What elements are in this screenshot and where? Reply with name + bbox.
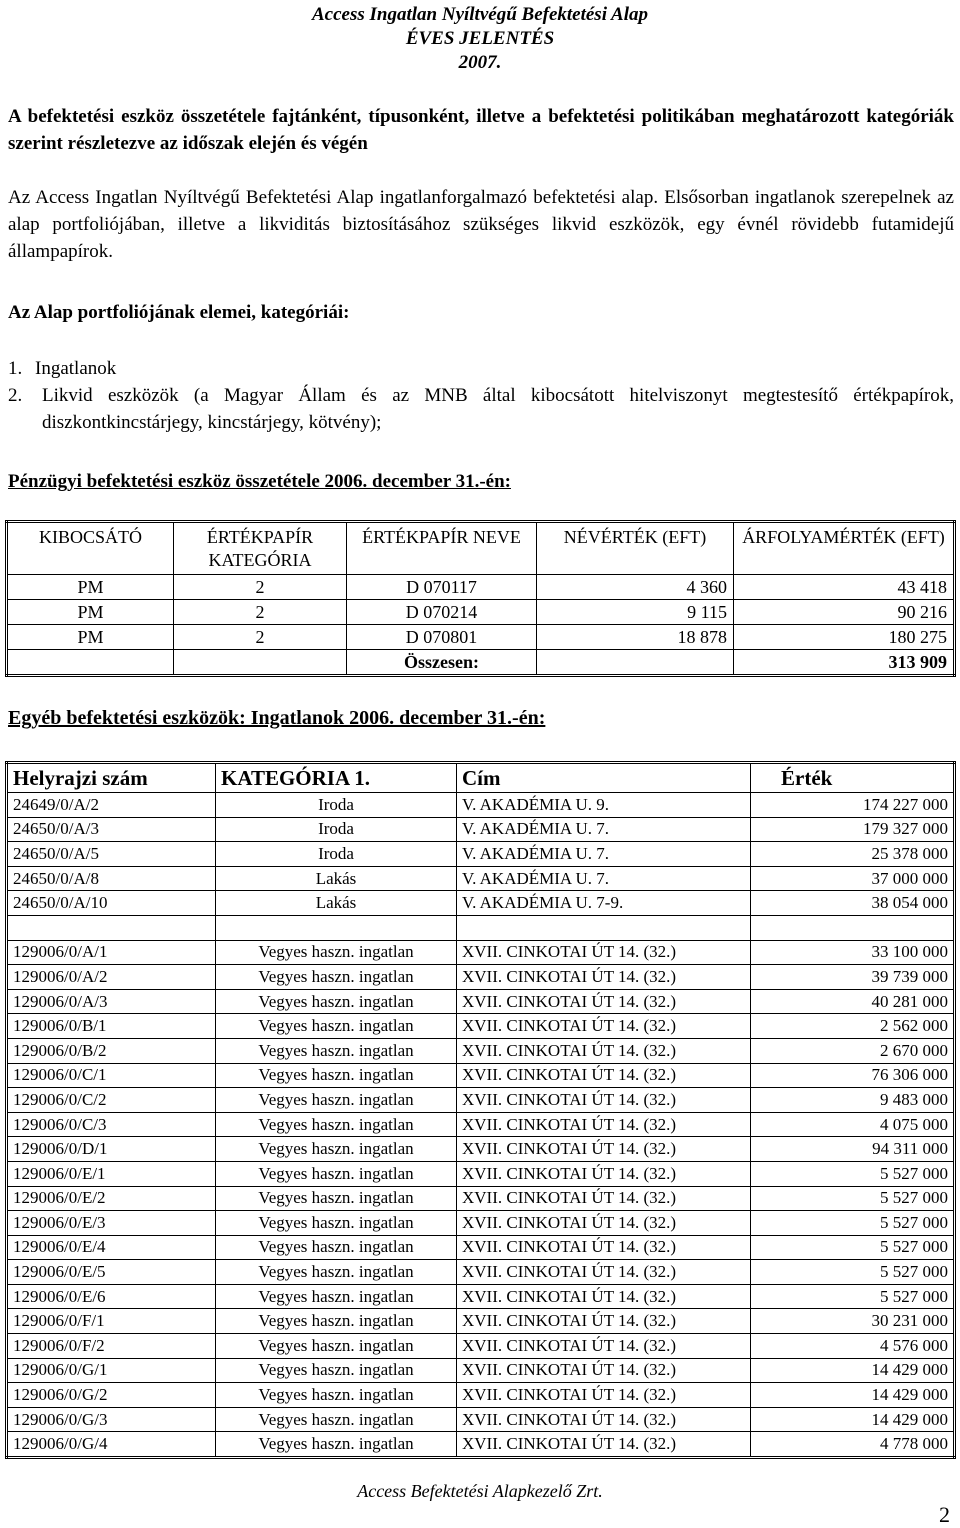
value-cell: 14 429 000 bbox=[751, 1407, 955, 1432]
header-cell: ÉRTÉKPAPÍR NEVE bbox=[347, 522, 537, 575]
category-cell: Vegyes haszn. ingatlan bbox=[216, 965, 457, 990]
table-header-row bbox=[7, 763, 955, 793]
header-fund-name: Access Ingatlan Nyíltvégű Befektetési Alap bbox=[312, 4, 648, 25]
value-cell: 4 778 000 bbox=[751, 1432, 955, 1458]
name-cell: D 070117 bbox=[347, 575, 537, 600]
total-value: 313 909 bbox=[734, 650, 955, 676]
table-row bbox=[7, 1334, 955, 1359]
list-text: Likvid eszközök (a Magyar Állam és az MNB által kibocsátott hitelviszonyt megtestesítő értékpapírok, diszkontkincstárjegy, kincstárjegy, kötvény); bbox=[42, 385, 954, 433]
header-cell: ÁRFOLYAMÉRTÉK (EFT) bbox=[734, 522, 955, 575]
address-cell: XVII. CINKOTAI ÚT 14. (32.) bbox=[457, 1432, 751, 1458]
lot-number-cell: 129006/0/C/3 bbox=[7, 1112, 216, 1137]
table-row bbox=[7, 1038, 955, 1063]
lot-number-cell: 129006/0/E/5 bbox=[7, 1260, 216, 1285]
category-cell: Vegyes haszn. ingatlan bbox=[216, 1137, 457, 1162]
category-cell: Iroda bbox=[216, 817, 457, 842]
address-cell: XVII. CINKOTAI ÚT 14. (32.) bbox=[457, 1014, 751, 1039]
table-row bbox=[7, 1383, 955, 1408]
category-cell: 2 bbox=[174, 575, 347, 600]
issuer-cell: PM bbox=[7, 600, 174, 625]
table-row bbox=[7, 1309, 955, 1334]
value-cell: 5 527 000 bbox=[751, 1211, 955, 1236]
category-cell: Lakás bbox=[216, 866, 457, 891]
table-header-row bbox=[7, 522, 955, 575]
address-cell: XVII. CINKOTAI ÚT 14. (32.) bbox=[457, 1309, 751, 1334]
lot-number-cell: 129006/0/E/4 bbox=[7, 1235, 216, 1260]
table-row bbox=[7, 625, 955, 650]
empty-cell bbox=[7, 915, 216, 940]
category-cell: Iroda bbox=[216, 793, 457, 818]
spacer-row bbox=[7, 915, 955, 940]
address-cell: XVII. CINKOTAI ÚT 14. (32.) bbox=[457, 1260, 751, 1285]
page-number: 2 bbox=[939, 1502, 950, 1527]
category-cell: Vegyes haszn. ingatlan bbox=[216, 1235, 457, 1260]
header-report-title: ÉVES JELENTÉS bbox=[405, 28, 555, 49]
table-row bbox=[7, 1407, 955, 1432]
lot-number-cell: 24649/0/A/2 bbox=[7, 793, 216, 818]
face-value-cell: 9 115 bbox=[537, 600, 734, 625]
table-row bbox=[7, 1063, 955, 1088]
category-cell: Iroda bbox=[216, 842, 457, 867]
total-label: Összesen: bbox=[347, 650, 537, 676]
lot-number-cell: 24650/0/A/8 bbox=[7, 866, 216, 891]
address-cell: XVII. CINKOTAI ÚT 14. (32.) bbox=[457, 1063, 751, 1088]
category-cell: Vegyes haszn. ingatlan bbox=[216, 1112, 457, 1137]
address-cell: XVII. CINKOTAI ÚT 14. (32.) bbox=[457, 1112, 751, 1137]
table-row bbox=[7, 1014, 955, 1039]
list-number: 2. bbox=[8, 385, 23, 406]
value-cell: 76 306 000 bbox=[751, 1063, 955, 1088]
face-value-cell: 18 878 bbox=[537, 625, 734, 650]
category-cell: Vegyes haszn. ingatlan bbox=[216, 1284, 457, 1309]
lot-number-cell: 129006/0/C/2 bbox=[7, 1088, 216, 1113]
table-row bbox=[7, 1235, 955, 1260]
address-cell: XVII. CINKOTAI ÚT 14. (32.) bbox=[457, 1235, 751, 1260]
address-cell: XVII. CINKOTAI ÚT 14. (32.) bbox=[457, 1088, 751, 1113]
lot-number-cell: 129006/0/E/3 bbox=[7, 1211, 216, 1236]
address-cell: XVII. CINKOTAI ÚT 14. (32.) bbox=[457, 1186, 751, 1211]
header-cell: KIBOCSÁTÓ bbox=[7, 522, 174, 575]
address-cell: XVII. CINKOTAI ÚT 14. (32.) bbox=[457, 1038, 751, 1063]
category-cell: Vegyes haszn. ingatlan bbox=[216, 1088, 457, 1113]
category-cell: Vegyes haszn. ingatlan bbox=[216, 940, 457, 965]
table-row bbox=[7, 1112, 955, 1137]
address-cell: XVII. CINKOTAI ÚT 14. (32.) bbox=[457, 1334, 751, 1359]
value-cell: 4 576 000 bbox=[751, 1334, 955, 1359]
lot-number-cell: 129006/0/E/6 bbox=[7, 1284, 216, 1309]
header-cell: KATEGÓRIA 1. bbox=[216, 763, 457, 793]
empty-cell bbox=[7, 650, 174, 676]
category-cell: Vegyes haszn. ingatlan bbox=[216, 1186, 457, 1211]
address-cell: XVII. CINKOTAI ÚT 14. (32.) bbox=[457, 1284, 751, 1309]
table-row bbox=[7, 866, 955, 891]
address-cell: V. AKADÉMIA U. 9. bbox=[457, 793, 751, 818]
financial-heading: Pénzügyi befektetési eszköz összetétele 2006. december 31.-én: bbox=[8, 471, 511, 492]
category-cell: Vegyes haszn. ingatlan bbox=[216, 1211, 457, 1236]
table-row bbox=[7, 575, 955, 600]
name-cell: D 070801 bbox=[347, 625, 537, 650]
issuer-cell: PM bbox=[7, 625, 174, 650]
table-row bbox=[7, 842, 955, 867]
value-cell: 14 429 000 bbox=[751, 1358, 955, 1383]
table-row bbox=[7, 1284, 955, 1309]
category-cell: Vegyes haszn. ingatlan bbox=[216, 1309, 457, 1334]
category-cell: Vegyes haszn. ingatlan bbox=[216, 1161, 457, 1186]
list-item bbox=[8, 382, 954, 436]
empty-cell bbox=[537, 650, 734, 676]
address-cell: XVII. CINKOTAI ÚT 14. (32.) bbox=[457, 989, 751, 1014]
value-cell: 5 527 000 bbox=[751, 1161, 955, 1186]
market-value-cell: 43 418 bbox=[734, 575, 955, 600]
lot-number-cell: 129006/0/B/1 bbox=[7, 1014, 216, 1039]
face-value-cell: 4 360 bbox=[537, 575, 734, 600]
other-assets-heading: Egyéb befektetési eszközök: Ingatlanok 2006. december 31.-én: bbox=[8, 707, 546, 729]
list-text: Ingatlanok bbox=[35, 358, 117, 379]
header-cell: NÉVÉRTÉK (EFT) bbox=[537, 522, 734, 575]
lot-number-cell: 129006/0/A/1 bbox=[7, 940, 216, 965]
category-cell: Vegyes haszn. ingatlan bbox=[216, 1260, 457, 1285]
section-title: A befektetési eszköz összetétele fajtánként, típusonként, illetve a befektetési politikában meghatározott kategóriák szerint részletezve az időszak elején és végén bbox=[8, 106, 954, 154]
category-cell: 2 bbox=[174, 625, 347, 650]
value-cell: 39 739 000 bbox=[751, 965, 955, 990]
address-cell: XVII. CINKOTAI ÚT 14. (32.) bbox=[457, 1358, 751, 1383]
lot-number-cell: 24650/0/A/5 bbox=[7, 842, 216, 867]
lot-number-cell: 129006/0/A/2 bbox=[7, 965, 216, 990]
value-cell: 40 281 000 bbox=[751, 989, 955, 1014]
name-cell: D 070214 bbox=[347, 600, 537, 625]
lot-number-cell: 24650/0/A/10 bbox=[7, 891, 216, 916]
issuer-cell: PM bbox=[7, 575, 174, 600]
lot-number-cell: 129006/0/E/2 bbox=[7, 1186, 216, 1211]
address-cell: XVII. CINKOTAI ÚT 14. (32.) bbox=[457, 940, 751, 965]
header-year: 2007. bbox=[458, 52, 502, 73]
category-cell: Vegyes haszn. ingatlan bbox=[216, 1407, 457, 1432]
category-cell: Vegyes haszn. ingatlan bbox=[216, 1038, 457, 1063]
portfolio-heading: Az Alap portfoliójának elemei, kategóriái: bbox=[8, 302, 350, 323]
properties-table bbox=[5, 761, 956, 1459]
value-cell: 37 000 000 bbox=[751, 866, 955, 891]
empty-cell bbox=[216, 915, 457, 940]
value-cell: 30 231 000 bbox=[751, 1309, 955, 1334]
lot-number-cell: 129006/0/F/2 bbox=[7, 1334, 216, 1359]
total-row bbox=[7, 650, 955, 676]
value-cell: 94 311 000 bbox=[751, 1137, 955, 1162]
value-cell: 5 527 000 bbox=[751, 1284, 955, 1309]
value-cell: 33 100 000 bbox=[751, 940, 955, 965]
value-cell: 174 227 000 bbox=[751, 793, 955, 818]
header-cell: ÉRTÉKPAPÍR KATEGÓRIA bbox=[174, 522, 347, 575]
lot-number-cell: 129006/0/C/1 bbox=[7, 1063, 216, 1088]
value-cell: 2 670 000 bbox=[751, 1038, 955, 1063]
lot-number-cell: 129006/0/G/1 bbox=[7, 1358, 216, 1383]
lot-number-cell: 129006/0/A/3 bbox=[7, 989, 216, 1014]
value-cell: 4 075 000 bbox=[751, 1112, 955, 1137]
address-cell: V. AKADÉMIA U. 7. bbox=[457, 866, 751, 891]
category-cell: Vegyes haszn. ingatlan bbox=[216, 989, 457, 1014]
lot-number-cell: 129006/0/D/1 bbox=[7, 1137, 216, 1162]
category-cell: Vegyes haszn. ingatlan bbox=[216, 1014, 457, 1039]
table-row bbox=[7, 965, 955, 990]
address-cell: XVII. CINKOTAI ÚT 14. (32.) bbox=[457, 1161, 751, 1186]
lot-number-cell: 129006/0/F/1 bbox=[7, 1309, 216, 1334]
table-row bbox=[7, 1260, 955, 1285]
lot-number-cell: 129006/0/G/4 bbox=[7, 1432, 216, 1458]
address-cell: V. AKADÉMIA U. 7. bbox=[457, 842, 751, 867]
securities-table bbox=[5, 520, 956, 677]
address-cell: XVII. CINKOTAI ÚT 14. (32.) bbox=[457, 1211, 751, 1236]
category-cell: 2 bbox=[174, 600, 347, 625]
footer-company: Access Befektetési Alapkezelő Zrt. bbox=[357, 1481, 603, 1501]
table-row bbox=[7, 989, 955, 1014]
empty-cell bbox=[457, 915, 751, 940]
category-cell: Vegyes haszn. ingatlan bbox=[216, 1432, 457, 1458]
lot-number-cell: 129006/0/G/3 bbox=[7, 1407, 216, 1432]
table-row bbox=[7, 1088, 955, 1113]
address-cell: XVII. CINKOTAI ÚT 14. (32.) bbox=[457, 1137, 751, 1162]
list-item bbox=[8, 355, 954, 382]
address-cell: V. AKADÉMIA U. 7. bbox=[457, 817, 751, 842]
value-cell: 9 483 000 bbox=[751, 1088, 955, 1113]
list-number: 1. bbox=[8, 358, 23, 379]
table-row bbox=[7, 1186, 955, 1211]
market-value-cell: 180 275 bbox=[734, 625, 955, 650]
lot-number-cell: 24650/0/A/3 bbox=[7, 817, 216, 842]
value-cell: 5 527 000 bbox=[751, 1235, 955, 1260]
value-cell: 2 562 000 bbox=[751, 1014, 955, 1039]
empty-cell bbox=[174, 650, 347, 676]
header-cell: Cím bbox=[457, 763, 751, 793]
header-cell: Érték bbox=[751, 763, 955, 793]
address-cell: XVII. CINKOTAI ÚT 14. (32.) bbox=[457, 965, 751, 990]
market-value-cell: 90 216 bbox=[734, 600, 955, 625]
lot-number-cell: 129006/0/B/2 bbox=[7, 1038, 216, 1063]
value-cell: 5 527 000 bbox=[751, 1186, 955, 1211]
value-cell: 14 429 000 bbox=[751, 1383, 955, 1408]
table-row bbox=[7, 1137, 955, 1162]
category-cell: Vegyes haszn. ingatlan bbox=[216, 1383, 457, 1408]
table-row bbox=[7, 1358, 955, 1383]
value-cell: 38 054 000 bbox=[751, 891, 955, 916]
value-cell: 5 527 000 bbox=[751, 1260, 955, 1285]
empty-cell bbox=[751, 915, 955, 940]
header-cell: Helyrajzi szám bbox=[7, 763, 216, 793]
value-cell: 25 378 000 bbox=[751, 842, 955, 867]
category-cell: Vegyes haszn. ingatlan bbox=[216, 1063, 457, 1088]
address-cell: XVII. CINKOTAI ÚT 14. (32.) bbox=[457, 1407, 751, 1432]
table-row bbox=[7, 1161, 955, 1186]
lot-number-cell: 129006/0/G/2 bbox=[7, 1383, 216, 1408]
table-row bbox=[7, 817, 955, 842]
category-cell: Lakás bbox=[216, 891, 457, 916]
table-row bbox=[7, 1211, 955, 1236]
table-row bbox=[7, 891, 955, 916]
table-row bbox=[7, 1432, 955, 1458]
category-cell: Vegyes haszn. ingatlan bbox=[216, 1334, 457, 1359]
address-cell: V. AKADÉMIA U. 7-9. bbox=[457, 891, 751, 916]
table-row bbox=[7, 600, 955, 625]
address-cell: XVII. CINKOTAI ÚT 14. (32.) bbox=[457, 1383, 751, 1408]
category-cell: Vegyes haszn. ingatlan bbox=[216, 1358, 457, 1383]
table-row bbox=[7, 940, 955, 965]
table-row bbox=[7, 793, 955, 818]
lot-number-cell: 129006/0/E/1 bbox=[7, 1161, 216, 1186]
value-cell: 179 327 000 bbox=[751, 817, 955, 842]
intro-paragraph: Az Access Ingatlan Nyíltvégű Befektetési Alap ingatlanforgalmazó befektetési alap. Elsősorban ingatlanok szerepelnek az alap portfoliójában, illetve a likviditás biztosításához szükséges likvid eszközök, egy évnél rövidebb futamidejű állampapírok. bbox=[8, 187, 954, 262]
